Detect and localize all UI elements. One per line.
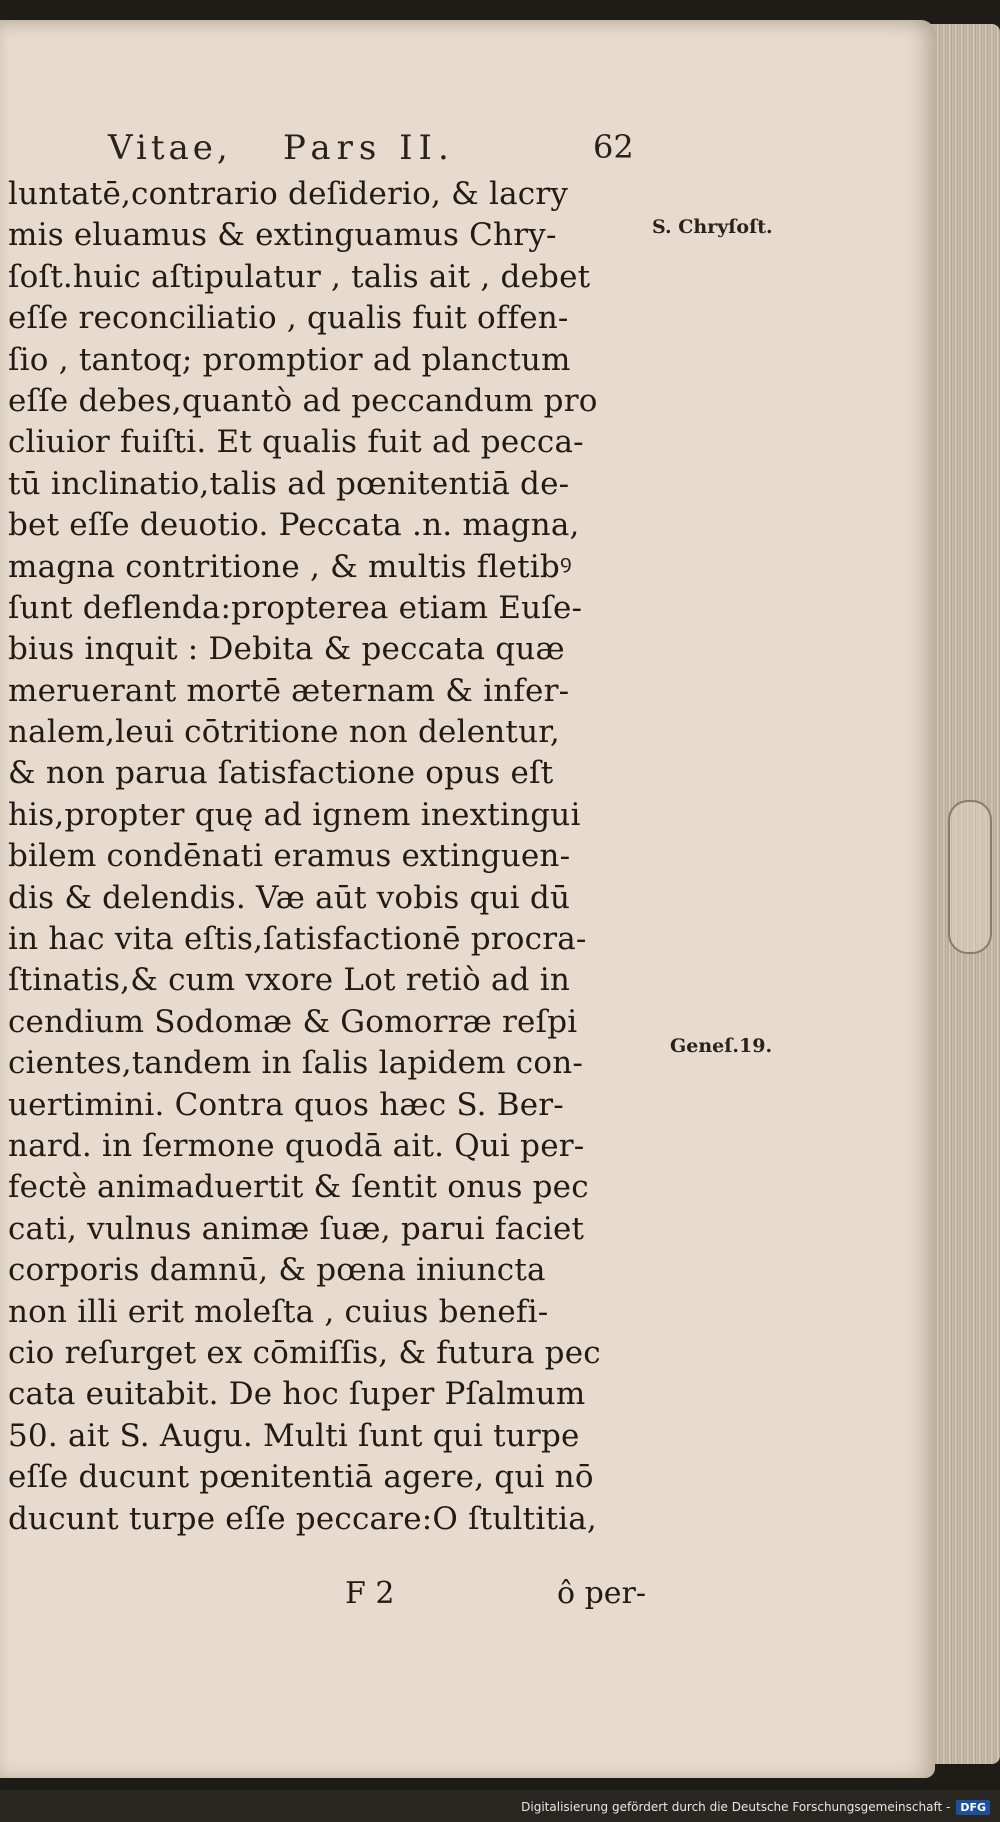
text-line: 50. ait S. Augu. Multi ſunt qui turpe [8,1417,580,1454]
text-line: magna contritione , & multis fletibꝰ [8,548,572,585]
catchword: ô per- [557,1576,647,1611]
text-line: ſtinatis,& cum vxore Lot retiò ad in [8,962,571,999]
text-line: eſſe ducunt pœnitentiā agere, qui nō [8,1459,594,1496]
margin-note-genesis: Geneſ.19. [670,1035,773,1057]
header-title: Vitae, [108,128,232,168]
margin-note-chrysostom: S. Chryſoſt. [652,216,773,238]
text-line: bet eſſe deuotio. Peccata .n. magna, [8,507,580,544]
text-line: fectè animaduertit & ſentit onus pec [8,1169,589,1206]
text-line: cendium Sodomæ & Gomorræ reſpi [8,1003,578,1040]
text-line: ſoſt.huic aſtipulatur , talis ait , debet [8,258,591,295]
text-line: in hac vita eſtis,ſatisfactionē procra- [8,921,587,958]
text-line: cio reſurget ex cōmiſſis, & futura pec [8,1334,601,1371]
text-line: cati, vulnus animæ ſuæ, parui faciet [8,1210,585,1247]
text-line: non illi erit moleſta , cuius benefi- [8,1293,549,1330]
text-line: ducunt turpe eſſe peccare:O ſtultitia, [8,1500,597,1537]
text-line: tū inclinatio,talis ad pœnitentiā de- [8,465,570,502]
dfg-logo: DFG [956,1800,990,1815]
text-line: his,propter quę ad ignem inextingui [8,796,581,833]
text-line: & non parua ſatisfactione opus eſt [8,755,554,792]
text-line: cliuior fuiſti. Et qualis fuit ad pecca- [8,424,584,461]
text-line: meruerant mortē æternam & infer- [8,672,570,709]
text-line: nalem,leui cōtritione non delentur, [8,714,560,751]
text-line: ſunt deflenda:propterea etiam Euſe- [8,589,583,626]
text-line: uertimini. Contra quos hæc S. Ber- [8,1086,564,1123]
signature-mark: F 2 [345,1576,395,1611]
text-line: ſio , tantoq; promptior ad planctum [8,341,571,378]
page-number: 62 [593,128,634,166]
text-line: dis & delendis. Væ aūt vobis qui dū [8,879,571,916]
page-footer [345,1576,665,1616]
text-line: bius inquit : Debita & peccata quæ [8,631,565,668]
text-line: corporis damnū, & pœna iniuncta [8,1252,546,1289]
text-line: cata euitabit. De hoc ſuper Pſalmum [8,1376,586,1413]
credit-text: Digitalisierung gefördert durch die Deutsche Forschungsgemeinschaft - [521,1800,951,1814]
header-part: Pars II. [283,128,455,168]
body-text [8,174,668,1540]
page-clip [948,800,992,954]
text-line: luntatē,contrario deſiderio, & lacry [8,176,569,212]
text-line: eſſe reconciliatio , qualis fuit offen- [8,300,569,337]
text-line: mis eluamus & extinguamus Chry- [8,217,557,254]
text-line: cientes,tandem in ſalis lapidem con- [8,1045,584,1082]
text-line: bilem condēnati eramus extinguen- [8,838,571,875]
digitization-credit [521,1796,990,1818]
text-line: nard. in ſermone quodā ait. Qui per- [8,1127,585,1164]
text-line: eſſe debes,quantò ad peccandum pro [8,382,598,419]
running-header [108,128,648,168]
